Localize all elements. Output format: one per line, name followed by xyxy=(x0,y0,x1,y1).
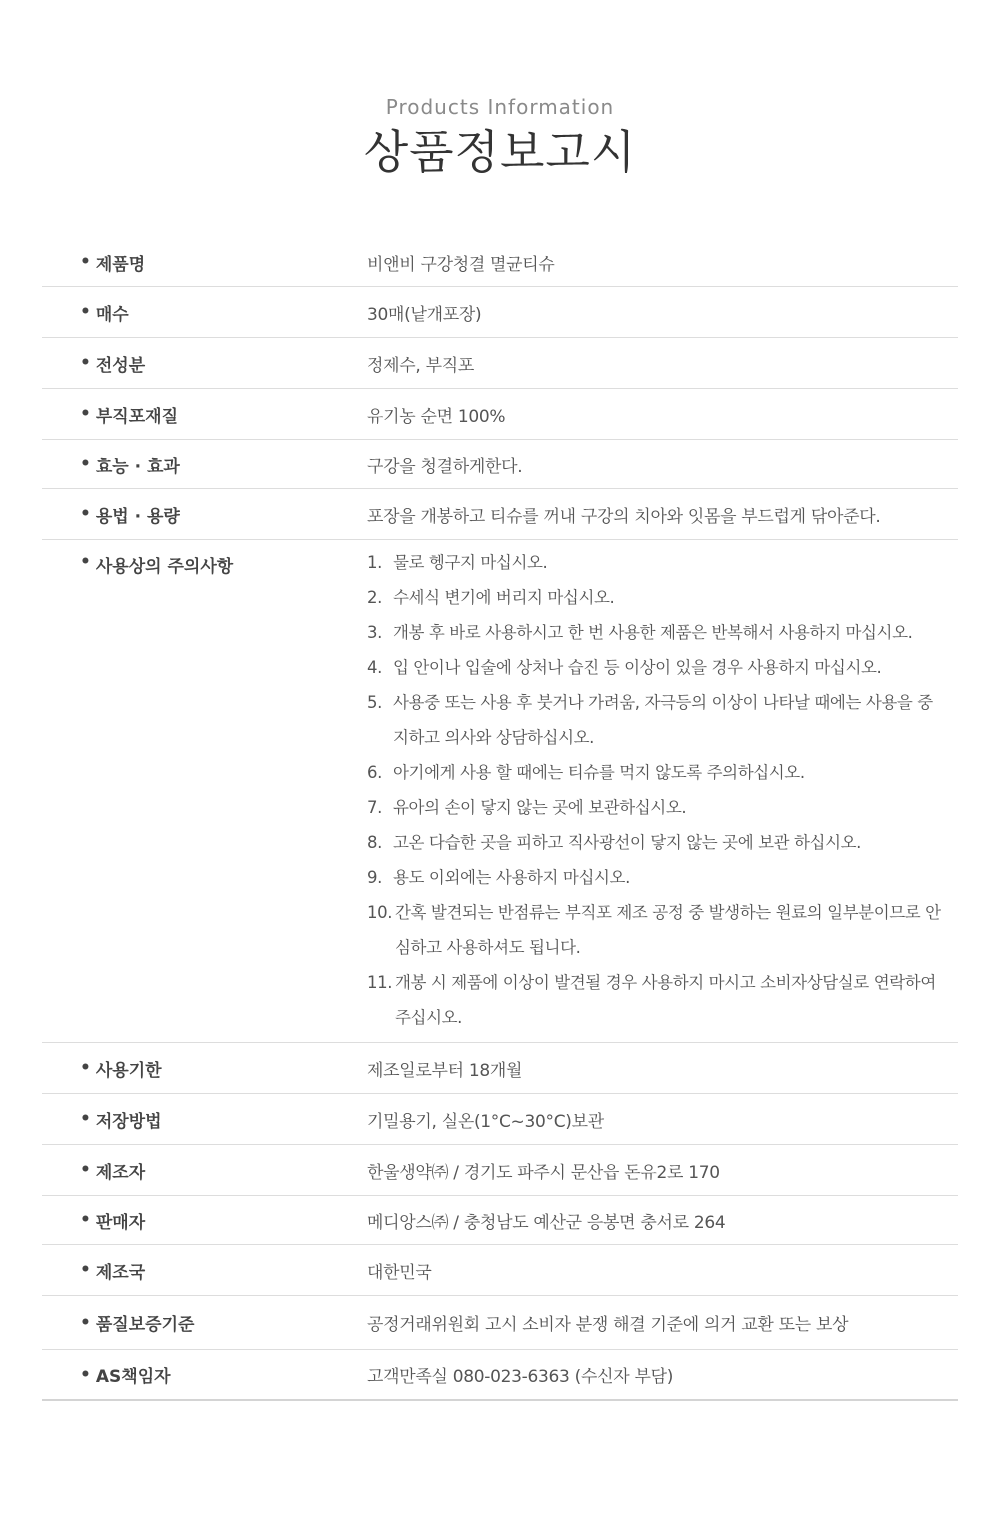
row-value: 비앤비 구강청결 멸균티슈 xyxy=(367,254,555,275)
label-text: 전성분 xyxy=(95,355,146,376)
list-item xyxy=(367,545,942,580)
bullet-icon: • xyxy=(80,504,91,524)
row-label xyxy=(42,489,367,539)
label-text: 매수 xyxy=(95,304,129,325)
list-item-number: 1. xyxy=(367,553,382,572)
list-item-number: 11. xyxy=(367,973,393,992)
list-item xyxy=(367,790,942,825)
bullet-icon: • xyxy=(80,454,91,474)
label-text: AS책임자 xyxy=(95,1367,171,1387)
list-item xyxy=(367,895,942,965)
list-item xyxy=(367,685,942,755)
row-value: 유기농 순면 100% xyxy=(367,406,506,427)
page-subtitle: Products Information xyxy=(385,95,615,119)
list-item-number: 4. xyxy=(367,658,382,677)
row-label xyxy=(42,238,367,286)
list-item-number: 8. xyxy=(367,833,382,852)
table-row xyxy=(42,1042,958,1093)
table-row xyxy=(42,337,958,388)
row-label xyxy=(42,540,367,1042)
row-value: 정제수, 부직포 xyxy=(367,355,474,376)
label-text: 부직포재질 xyxy=(95,406,178,427)
list-item-number: 9. xyxy=(367,868,382,887)
table-row xyxy=(42,388,958,439)
row-label xyxy=(42,1245,367,1295)
row-label xyxy=(42,1296,367,1349)
row-value: 30매(낱개포장) xyxy=(367,304,482,325)
row-value: 기밀용기, 실온(1°C~30°C)보관 xyxy=(367,1111,604,1132)
list-item xyxy=(367,755,942,790)
list-item-text: 입 안이나 입술에 상처나 습진 등 이상이 있을 경우 사용하지 마십시오. xyxy=(393,658,882,677)
list-item-text: 물로 헹구지 마십시오. xyxy=(393,553,548,572)
table-row xyxy=(42,1244,958,1295)
list-item-text: 개봉 후 바로 사용하시고 한 번 사용한 제품은 반복해서 사용하지 마십시오. xyxy=(393,623,913,642)
list-item-text: 개봉 시 제품에 이상이 발견될 경우 사용하지 마시고 소비자상담실로 연락하여 주십시오. xyxy=(395,973,936,1027)
row-value: 한울생약㈜ / 경기도 파주시 문산읍 돈유2로 170 xyxy=(367,1162,720,1183)
label-text: 제품명 xyxy=(95,254,146,275)
row-value xyxy=(367,540,958,1042)
list-item xyxy=(367,650,942,685)
list-item-text: 수세식 변기에 버리지 마십시오. xyxy=(393,588,615,607)
bullet-icon: • xyxy=(80,1109,91,1129)
list-item-text: 간혹 발견되는 반점류는 부직포 제조 공정 중 발생하는 원료의 일부분이므로 안심하고 사용하셔도 됩니다. xyxy=(395,903,941,957)
table-row xyxy=(42,1093,958,1144)
list-item-text: 유아의 손이 닿지 않는 곳에 보관하십시오. xyxy=(393,798,687,817)
row-label xyxy=(42,1043,367,1093)
bullet-icon: • xyxy=(80,1260,91,1280)
label-text: 사용상의 주의사항 xyxy=(95,557,234,577)
table-row xyxy=(42,439,958,488)
bullet-icon: • xyxy=(80,252,91,272)
row-label xyxy=(42,1350,367,1399)
bullet-icon: • xyxy=(80,1312,91,1333)
bullet-icon: • xyxy=(80,1364,91,1385)
bullet-icon: • xyxy=(80,302,91,322)
table-row xyxy=(42,1144,958,1195)
row-label xyxy=(42,389,367,439)
table-row xyxy=(42,1349,958,1399)
row-label xyxy=(42,287,367,337)
list-item-text: 아기에게 사용 할 때에는 티슈를 먹지 않도록 주의하십시오. xyxy=(393,763,805,782)
list-item-text: 사용중 또는 사용 후 붓거나 가려움, 자극등의 이상이 나타날 때에는 사용을 중지하고 의사와 상담하십시오. xyxy=(393,693,933,747)
list-item-number: 7. xyxy=(367,798,382,817)
label-text: 용법 · 용량 xyxy=(95,506,180,527)
product-info-table xyxy=(42,238,958,1401)
bullet-icon: • xyxy=(80,552,91,572)
table-row xyxy=(42,1295,958,1349)
page-title: 상품정보고시 xyxy=(363,125,637,179)
row-label xyxy=(42,1145,367,1195)
bullet-icon: • xyxy=(80,353,91,373)
row-value: 구강을 청결하게한다. xyxy=(367,456,523,477)
label-text: 저장방법 xyxy=(95,1111,162,1132)
list-item xyxy=(367,615,942,650)
row-label xyxy=(42,440,367,488)
list-item xyxy=(367,860,942,895)
row-value: 제조일로부터 18개월 xyxy=(367,1060,523,1081)
list-item-number: 3. xyxy=(367,623,382,642)
label-text: 사용기한 xyxy=(95,1060,162,1081)
bullet-icon: • xyxy=(80,1160,91,1180)
table-row xyxy=(42,1195,958,1244)
list-item xyxy=(367,965,942,1035)
list-item-number: 10. xyxy=(367,903,393,922)
label-text: 제조자 xyxy=(95,1162,146,1183)
label-text: 품질보증기준 xyxy=(95,1315,195,1335)
label-text: 판매자 xyxy=(95,1212,146,1233)
row-label xyxy=(42,1196,367,1244)
precautions-list xyxy=(367,545,942,1035)
table-row-precautions xyxy=(42,539,958,1042)
row-value: 대한민국 xyxy=(367,1262,432,1283)
row-value: 공정거래위원회 고시 소비자 분쟁 해결 기준에 의거 교환 또는 보상 xyxy=(367,1315,849,1335)
table-row xyxy=(42,238,958,286)
label-text: 제조국 xyxy=(95,1262,146,1283)
row-value: 고객만족실 080-023-6363 (수신자 부담) xyxy=(367,1367,674,1387)
list-item-text: 고온 다습한 곳을 피하고 직사광선이 닿지 않는 곳에 보관 하십시오. xyxy=(393,833,862,852)
list-item xyxy=(367,580,942,615)
row-label xyxy=(42,338,367,388)
row-value: 포장을 개봉하고 티슈를 꺼내 구강의 치아와 잇몸을 부드럽게 닦아준다. xyxy=(367,506,881,527)
bullet-icon: • xyxy=(80,1058,91,1078)
page-header xyxy=(0,92,1000,180)
list-item-number: 2. xyxy=(367,588,382,607)
list-item xyxy=(367,825,942,860)
list-item-number: 6. xyxy=(367,763,382,782)
row-label xyxy=(42,1094,367,1144)
row-value: 메디앙스㈜ / 충청남도 예산군 응봉면 충서로 264 xyxy=(367,1212,726,1233)
table-row xyxy=(42,286,958,337)
list-item-number: 5. xyxy=(367,693,382,712)
list-item-text: 용도 이외에는 사용하지 마십시오. xyxy=(393,868,630,887)
bullet-icon: • xyxy=(80,404,91,424)
bullet-icon: • xyxy=(80,1210,91,1230)
table-row xyxy=(42,488,958,539)
label-text: 효능 · 효과 xyxy=(95,456,180,477)
